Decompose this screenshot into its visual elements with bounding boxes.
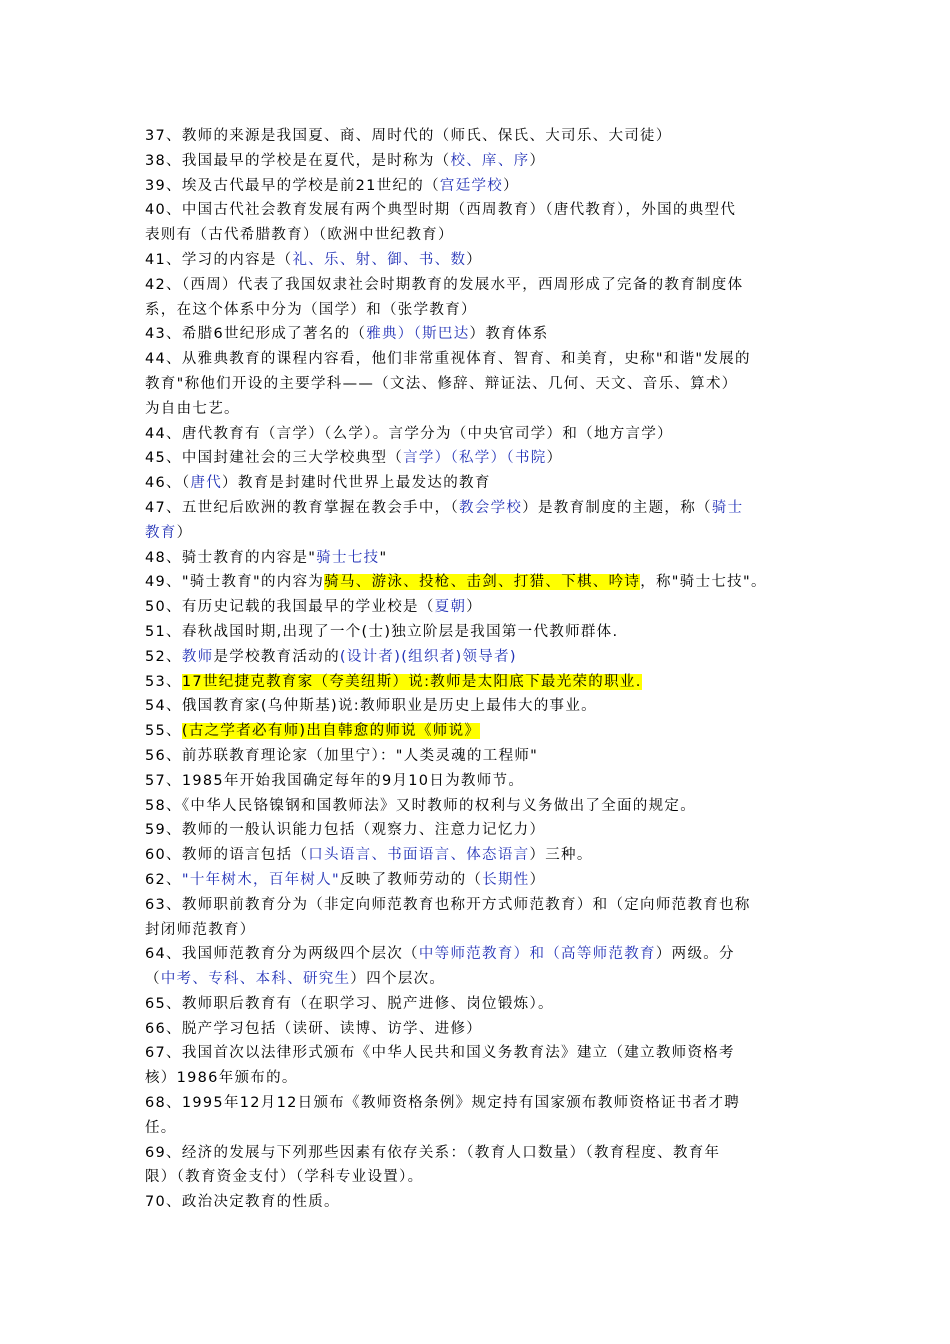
text-line xyxy=(145,248,825,273)
line-text: ）四个层次。 xyxy=(350,971,446,988)
text-line xyxy=(145,1091,825,1116)
text-line xyxy=(145,372,825,397)
line-text: 68、1995年12月12日颁布《教师资格条例》规定持有国家颁布教师资格证书者才聘 xyxy=(145,1095,741,1112)
line-text: 64、我国师范教育分为两级四个层次（ xyxy=(145,946,419,963)
line-text: 38、我国最早的学校是在夏代，是时称为（ xyxy=(145,152,451,169)
answer-text: 雅典）（斯巴达 xyxy=(366,326,470,343)
line-text: 46、（ xyxy=(145,475,191,492)
line-text: 53、 xyxy=(145,673,182,690)
text-line xyxy=(145,347,825,372)
answer-text: 骑士 xyxy=(711,499,744,516)
line-text: 限）（教育资金支付）（学科专业设置）。 xyxy=(145,1169,424,1186)
text-line xyxy=(145,769,825,794)
line-text: 48、骑士教育的内容是" xyxy=(145,549,317,566)
answer-text: 言学）（私学）（书院 xyxy=(403,450,547,467)
line-text: 反映了教师劳动的（ xyxy=(340,871,483,888)
line-text: 任。 xyxy=(145,1119,177,1136)
line-text: 52、 xyxy=(145,648,182,665)
answer-text: 校、庠、序 xyxy=(450,152,530,169)
line-text: 系，在这个体系中分为（国学）和（张学教育） xyxy=(145,301,477,318)
text-line xyxy=(145,670,825,695)
answer-text: 礼、乐、射、御、书、数 xyxy=(292,251,467,268)
line-text: ） xyxy=(546,450,563,467)
line-text: ） xyxy=(529,152,546,169)
line-text: 44、从雅典教育的课程内容看，他们非常重视体育、智育、和美育，史称"和谐"发展的 xyxy=(145,351,751,368)
line-text: 59、教师的一般认识能力包括（观察力、注意力记忆力） xyxy=(145,822,546,839)
text-line xyxy=(145,694,825,719)
document-body xyxy=(145,124,825,1215)
line-text: 57、1985年开始我国确定每年的9月10日为教师节。 xyxy=(145,772,525,789)
text-line xyxy=(145,1190,825,1215)
line-text: 40、中国古代社会教育发展有两个典型时期（西周教育）（唐代教育），外国的典型代 xyxy=(145,202,737,219)
line-text: 是学校教育活动的 xyxy=(213,648,340,665)
text-line xyxy=(145,124,825,149)
text-line xyxy=(145,595,825,620)
line-text: 58、《中华人民铬镍钢和国教师法》又时教师的权利与义务做出了全面的规定。 xyxy=(145,797,696,814)
line-text: 41、学习的内容是（ xyxy=(145,251,293,268)
line-text: 56、前苏联教育理论家（加里宁）："人类灵魂的工程师" xyxy=(145,747,539,764)
answer-text: 教会学校 xyxy=(459,499,523,516)
line-text: （ xyxy=(145,971,161,988)
text-line xyxy=(145,1141,825,1166)
line-text: 37、教师的来源是我国夏、商、周时代的（师氏、保氏、大司乐、大司徒） xyxy=(145,128,672,144)
answer-text: (设计者)(组织者)领导者) xyxy=(339,648,517,665)
line-text: ）教育体系 xyxy=(469,326,549,343)
text-line xyxy=(145,496,825,521)
text-line xyxy=(145,843,825,868)
text-line xyxy=(145,1165,825,1190)
text-line xyxy=(145,942,825,967)
line-text: ）两级。分 xyxy=(655,946,735,963)
text-line xyxy=(145,893,825,918)
text-line xyxy=(145,620,825,645)
text-line xyxy=(145,1066,825,1091)
line-text: 教育"称他们开设的主要学科——（文法、修辞、辩证法、几何、天文、音乐、算术） xyxy=(145,375,738,392)
line-text: ） xyxy=(466,599,483,616)
answer-text: 唐代 xyxy=(190,475,223,492)
line-text: 63、教师职前教育分为（非定向师范教育也称开方式师范教育）和（定向师范教育也称 xyxy=(145,896,751,913)
text-line xyxy=(145,273,825,298)
text-line xyxy=(145,322,825,347)
text-line xyxy=(145,198,825,223)
text-line xyxy=(145,298,825,323)
line-text: 45、中国封建社会的三大学校典型（ xyxy=(145,450,404,467)
line-text: 封闭师范教育） xyxy=(145,921,256,938)
answer-text: 夏朝 xyxy=(434,599,467,616)
answer-text: 骑士七技 xyxy=(316,549,380,566)
text-line xyxy=(145,719,825,744)
line-text: ，称"骑士七技"。 xyxy=(640,574,767,591)
answer-text: "十年树木，百年树人" xyxy=(181,871,340,888)
line-text: 42、（西周）代表了我国奴隶社会时期教育的发展水平，西周形成了完备的教育制度体 xyxy=(145,276,744,293)
line-text: 47、五世纪后欧洲的教育掌握在教会手中，（ xyxy=(145,499,459,516)
line-text: ）教育是封建时代世界上最发达的教育 xyxy=(222,475,491,492)
line-text: 55、 xyxy=(145,723,182,740)
line-text: 49、"骑士教育"的内容为 xyxy=(145,574,325,591)
line-text: 51、春秋战国时期,出现了一个(士)独立阶层是我国第一代教师群体. xyxy=(145,623,619,640)
text-line xyxy=(145,967,825,992)
text-line xyxy=(145,471,825,496)
text-line xyxy=(145,223,825,248)
text-line xyxy=(145,818,825,843)
line-text: 65、教师职后教育有（在职学习、脱产进修、岗位锻炼）。 xyxy=(145,995,554,1012)
text-line xyxy=(145,546,825,571)
line-text: 69、经济的发展与下列那些因素有依存关系：（教育人口数量）（教育程度、教育年 xyxy=(145,1144,721,1161)
answer-text: 宫廷学校 xyxy=(439,177,504,194)
line-text: ） xyxy=(503,177,519,194)
line-text: 核）1986年颁布的。 xyxy=(145,1070,298,1087)
text-line xyxy=(145,1017,825,1042)
text-line xyxy=(145,149,825,174)
line-text: 50、有历史记载的我国最早的学业校是（ xyxy=(145,599,435,616)
text-line xyxy=(145,868,825,893)
line-text: ）三种。 xyxy=(529,847,593,864)
text-line xyxy=(145,1041,825,1066)
answer-text: 中考、专科、本科、研究生 xyxy=(160,971,351,988)
line-text: 67、我国首次以法律形式颁布《中华人民共和国义务教育法》建立（建立教师资格考 xyxy=(145,1045,735,1062)
text-line xyxy=(145,992,825,1017)
answer-text: 教师 xyxy=(181,648,214,665)
text-line xyxy=(145,521,825,546)
line-text: " xyxy=(379,549,388,566)
text-line xyxy=(145,794,825,819)
text-line xyxy=(145,397,825,422)
line-text: ）是教育制度的主题，称（ xyxy=(522,499,712,516)
line-text: 70、政治决定教育的性质。 xyxy=(145,1194,340,1211)
line-text: 39、埃及古代最早的学校是前21世纪的（ xyxy=(145,177,440,194)
line-text: ） xyxy=(529,871,546,888)
text-line xyxy=(145,1116,825,1141)
text-line xyxy=(145,422,825,447)
line-text: 为自由七艺。 xyxy=(145,400,240,417)
line-text: 62、 xyxy=(145,871,182,888)
line-text: ） xyxy=(176,524,193,541)
text-line xyxy=(145,446,825,471)
line-text: 表则有（古代希腊教育）（欧洲中世纪教育） xyxy=(145,227,454,244)
text-line xyxy=(145,570,825,595)
answer-text: 口头语言、书面语言、体态语言 xyxy=(308,847,530,864)
answer-text: 中等师范教育）和（高等师范教育 xyxy=(418,946,656,963)
answer-text: 教育 xyxy=(145,524,177,541)
text-line xyxy=(145,645,825,670)
text-line xyxy=(145,744,825,769)
text-line xyxy=(145,174,825,199)
line-text: 43、希腊6世纪形成了著名的（ xyxy=(145,326,367,343)
highlighted-text: 骑马、游泳、投枪、击剑、打猎、下棋、吟诗 xyxy=(324,574,641,591)
line-text: ） xyxy=(466,251,483,268)
line-text: 60、教师的语言包括（ xyxy=(145,847,309,864)
text-line xyxy=(145,918,825,943)
line-text: 66、脱产学习包括（读研、读博、访学、进修） xyxy=(145,1020,483,1037)
highlighted-text: (古之学者必有师)出自韩愈的师说《师说》 xyxy=(181,723,481,740)
line-text: 44、唐代教育有（言学）（么学）。言学分为（中央官司学）和（地方言学） xyxy=(145,425,673,442)
line-text: 54、俄国教育家(乌仲斯基)说:教师职业是历史上最伟大的事业。 xyxy=(145,698,597,715)
highlighted-text: 17世纪捷克教育家（夸美纽斯）说:教师是太阳底下最光荣的职业. xyxy=(181,673,642,690)
answer-text: 长期性 xyxy=(482,871,530,888)
